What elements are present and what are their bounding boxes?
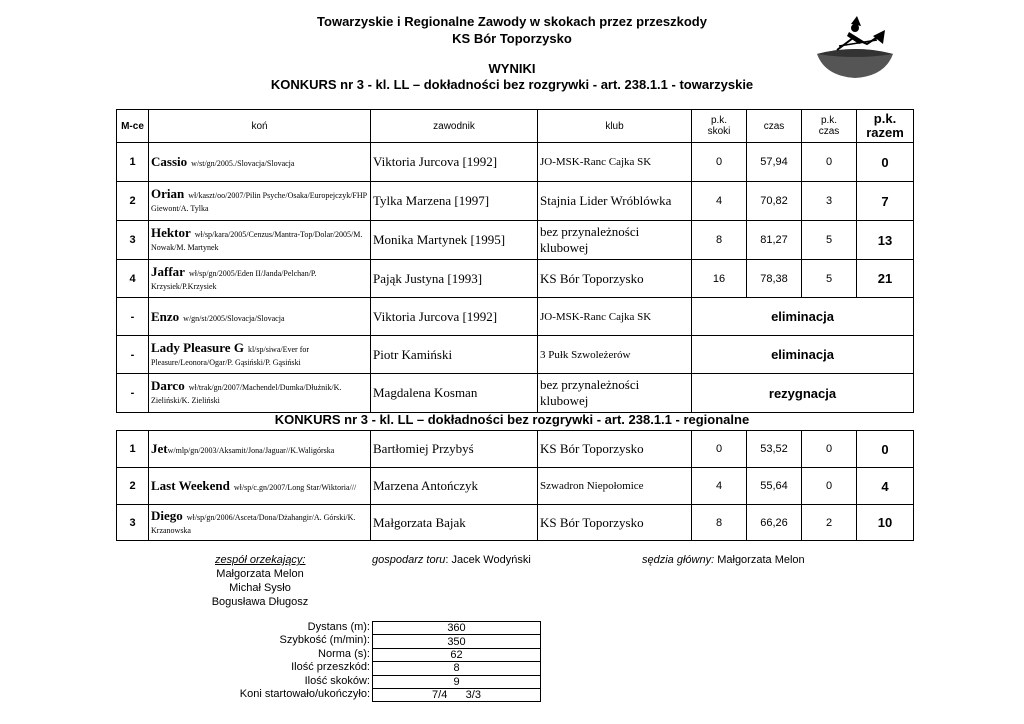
row-pos: 2 xyxy=(117,182,149,221)
horse-name: Jet xyxy=(151,441,168,456)
row-jumps: 8 xyxy=(692,505,747,541)
table-row xyxy=(117,336,914,374)
row-total: 0 xyxy=(857,431,914,468)
row-pos: 1 xyxy=(117,143,149,182)
row-horse xyxy=(149,505,371,541)
jury-member: Małgorzata Melon xyxy=(216,568,304,580)
row-horse xyxy=(149,260,371,298)
row-time: 57,94 xyxy=(747,143,802,182)
row-tpen: 0 xyxy=(802,468,857,505)
row-rider: Viktoria Jurcova [1992] xyxy=(371,143,538,182)
col-total-2: razem xyxy=(866,125,904,140)
table-row xyxy=(117,374,914,413)
row-pos: 3 xyxy=(117,221,149,260)
row-rider: Marzena Antończyk xyxy=(371,468,538,505)
horse-name: Cassio xyxy=(151,154,188,169)
row-pos: - xyxy=(117,298,149,336)
horse-desc: w/gn/st/2005/Slovacja/Slovacja xyxy=(183,313,285,323)
stats-values xyxy=(372,621,541,702)
row-horse xyxy=(149,336,371,374)
row-jumps: 0 xyxy=(692,143,747,182)
row-club: KS Bór Toporzysko xyxy=(538,260,692,298)
stat-label: Ilość skoków: xyxy=(304,674,370,687)
row-total: 0 xyxy=(857,143,914,182)
stat-value: 9 xyxy=(373,675,541,688)
horse-name: Last Weekend xyxy=(151,477,230,493)
stat-value: 7/4 3/3 xyxy=(373,688,541,701)
row-pos: 4 xyxy=(117,260,149,298)
row-club: Stajnia Lider Wróblówka xyxy=(538,182,692,221)
status-badge: eliminacja xyxy=(692,298,914,336)
row-rider: Tylka Marzena [1997] xyxy=(371,182,538,221)
row-time: 53,52 xyxy=(747,431,802,468)
row-pos: - xyxy=(117,374,149,413)
row-rider: Pająk Justyna [1993] xyxy=(371,260,538,298)
row-rider: Viktoria Jurcova [1992] xyxy=(371,298,538,336)
row-pos: - xyxy=(117,336,149,374)
row-horse xyxy=(149,374,371,413)
competition-title-regional: KONKURS nr 3 - kl. LL – dokładności bez rozgrywki - art. 238.1.1 - regionalne xyxy=(274,412,750,427)
stat-label: Norma (s): xyxy=(318,647,370,660)
horse-desc: w/mlp/gn/2003/Aksamit/Jona/Jaguar//K.Waligórska xyxy=(167,446,335,455)
event-title: Towarzyskie i Regionalne Zawody w skokach przez przeszkody xyxy=(317,14,707,29)
host xyxy=(372,554,531,566)
status-badge: eliminacja xyxy=(692,336,914,374)
horse-desc: wł/kaszt/oo/2007/Pilin Psyche/Osaka/Europejczyk/FHP Giewont/A. Tylka xyxy=(151,191,367,213)
row-total: 4 xyxy=(857,468,914,505)
col-club: klub xyxy=(538,110,692,143)
jury-member: Bogusława Długosz xyxy=(211,596,309,608)
row-tpen: 0 xyxy=(802,431,857,468)
row-tpen: 0 xyxy=(802,143,857,182)
horse-desc: wł/sp/c.gn/2007/Long Star/Wiktoria/// xyxy=(233,482,357,492)
col-pk-time xyxy=(802,110,857,143)
row-horse xyxy=(149,143,371,182)
table-row xyxy=(117,431,914,468)
stat-value: 350 xyxy=(373,635,541,648)
row-club: Szwadron Niepołomice xyxy=(538,468,692,505)
horse-desc: wł/sp/gn/2005/Eden II/Janda/Pelchan/P. Krzysiek/P.Krzysiek xyxy=(151,268,317,291)
row-rider: Małgorzata Bajak xyxy=(371,505,538,541)
row-tpen: 2 xyxy=(802,505,857,541)
row-horse xyxy=(149,221,371,260)
row-total: 21 xyxy=(857,260,914,298)
host-name: : Jacek Wodyński xyxy=(445,554,531,566)
row-club: bez przynależności klubowej xyxy=(538,374,692,413)
horse-name: Darco xyxy=(151,378,185,393)
row-horse xyxy=(149,431,371,468)
row-jumps: 8 xyxy=(692,221,747,260)
results-heading: WYNIKI xyxy=(488,61,536,76)
col-total-1: p.k. xyxy=(873,111,897,126)
stat-value: 8 xyxy=(373,662,541,675)
row-tpen: 3 xyxy=(802,182,857,221)
row-jumps: 0 xyxy=(692,431,747,468)
row-tpen: 5 xyxy=(802,221,857,260)
stat-value: 360 xyxy=(373,622,541,635)
row-time: 81,27 xyxy=(747,221,802,260)
horse-name: Jaffar xyxy=(151,263,185,279)
row-total: 13 xyxy=(857,221,914,260)
row-club: bez przynależności klubowej xyxy=(538,221,692,260)
row-club: KS Bór Toporzysko xyxy=(538,431,692,468)
row-time: 70,82 xyxy=(747,182,802,221)
competition-title: KONKURS nr 3 - kl. LL – dokładności bez rozgrywki - art. 238.1.1 - towarzyskie xyxy=(270,77,754,92)
status-badge: rezygnacja xyxy=(692,374,914,413)
results-table-social xyxy=(116,109,914,413)
table-row xyxy=(117,505,914,541)
row-rider: Monika Martynek [1995] xyxy=(371,221,538,260)
col-rider: zawodnik xyxy=(371,110,538,143)
stat-label: Dystans (m): xyxy=(307,621,370,633)
row-time: 55,64 xyxy=(747,468,802,505)
col-pk-time-2: czas xyxy=(818,126,840,137)
col-pk-jumps xyxy=(692,110,747,143)
table-row xyxy=(117,468,914,505)
table-row xyxy=(117,298,914,336)
row-tpen: 5 xyxy=(802,260,857,298)
stat-value: 62 xyxy=(373,648,541,661)
horse-name: Diego xyxy=(151,507,183,523)
horse-desc: wł/sp/gn/2006/Asceta/Dona/Dżahangir/A. Górski/K. Krzanowska xyxy=(151,512,356,535)
row-club: 3 Pułk Szwoleżerów xyxy=(538,336,692,374)
stats-labels xyxy=(170,621,370,701)
witch-logo-icon xyxy=(815,14,895,84)
horse-name: Enzo xyxy=(151,308,180,324)
horse-desc: w/st/gn/2005./Slovacja/Slovacja xyxy=(191,159,295,168)
row-jumps: 4 xyxy=(692,468,747,505)
row-total: 7 xyxy=(857,182,914,221)
horse-name: Orian xyxy=(151,186,185,201)
stat-label: Szybkość (m/min): xyxy=(279,634,370,647)
judge-label: sędzia główny: xyxy=(642,554,715,566)
jury-label: zespół orzekający: xyxy=(215,554,306,566)
row-rider: Bartłomiej Przybyś xyxy=(371,431,538,468)
row-club: JO-MSK-Ranc Cajka SK xyxy=(538,298,692,336)
table-row xyxy=(117,182,914,221)
col-pk-jumps-1: p.k. xyxy=(710,115,728,126)
horse-name: Lady Pleasure G xyxy=(151,339,244,355)
judge xyxy=(642,554,805,566)
col-total xyxy=(857,110,914,143)
host-label: gospodarz toru xyxy=(372,554,446,566)
row-horse xyxy=(149,298,371,336)
judge-name: Małgorzata Melon xyxy=(717,554,805,566)
row-club: KS Bór Toporzysko xyxy=(538,505,692,541)
table-header-row xyxy=(117,110,914,143)
club-title: KS Bór Toporzysko xyxy=(452,31,572,46)
horse-desc: kl/sp/siwa/Ever for Pleasure/Leonora/Ogar/P. Gąsiński/P. Gąsiński xyxy=(151,344,310,367)
row-total: 10 xyxy=(857,505,914,541)
col-pk-time-1: p.k. xyxy=(820,115,838,126)
col-time: czas xyxy=(747,110,802,143)
row-pos: 1 xyxy=(117,431,149,468)
results-table-regional xyxy=(116,430,914,541)
row-club: JO-MSK-Ranc Cajka SK xyxy=(538,143,692,182)
table-row xyxy=(117,143,914,182)
row-rider: Piotr Kamiński xyxy=(371,336,538,374)
jury-member: Michał Sysło xyxy=(229,582,291,594)
row-time: 66,26 xyxy=(747,505,802,541)
row-horse xyxy=(149,468,371,505)
table-row xyxy=(117,260,914,298)
row-rider: Magdalena Kosman xyxy=(371,374,538,413)
row-horse xyxy=(149,182,371,221)
col-pos: M-ce xyxy=(117,110,149,143)
stat-label: Ilość przeszkód: xyxy=(291,661,370,674)
row-time: 78,38 xyxy=(747,260,802,298)
col-horse: koń xyxy=(149,110,371,143)
row-jumps: 16 xyxy=(692,260,747,298)
col-pk-jumps-2: skoki xyxy=(707,126,731,137)
row-pos: 3 xyxy=(117,505,149,541)
horse-desc: wł/trak/gn/2007/Machendel/Dumka/Dłużnik/K. Zieliński/K. Zieliński xyxy=(151,383,342,405)
stat-label: Koni startowało/ukończyło: xyxy=(239,688,370,701)
horse-name: Hektor xyxy=(151,225,191,240)
row-pos: 2 xyxy=(117,468,149,505)
horse-desc: wł/sp/kara/2005/Cenzus/Mantra-Top/Dolar/2005/M. Nowak/M. Martynek xyxy=(151,230,363,252)
row-jumps: 4 xyxy=(692,182,747,221)
table-row xyxy=(117,221,914,260)
